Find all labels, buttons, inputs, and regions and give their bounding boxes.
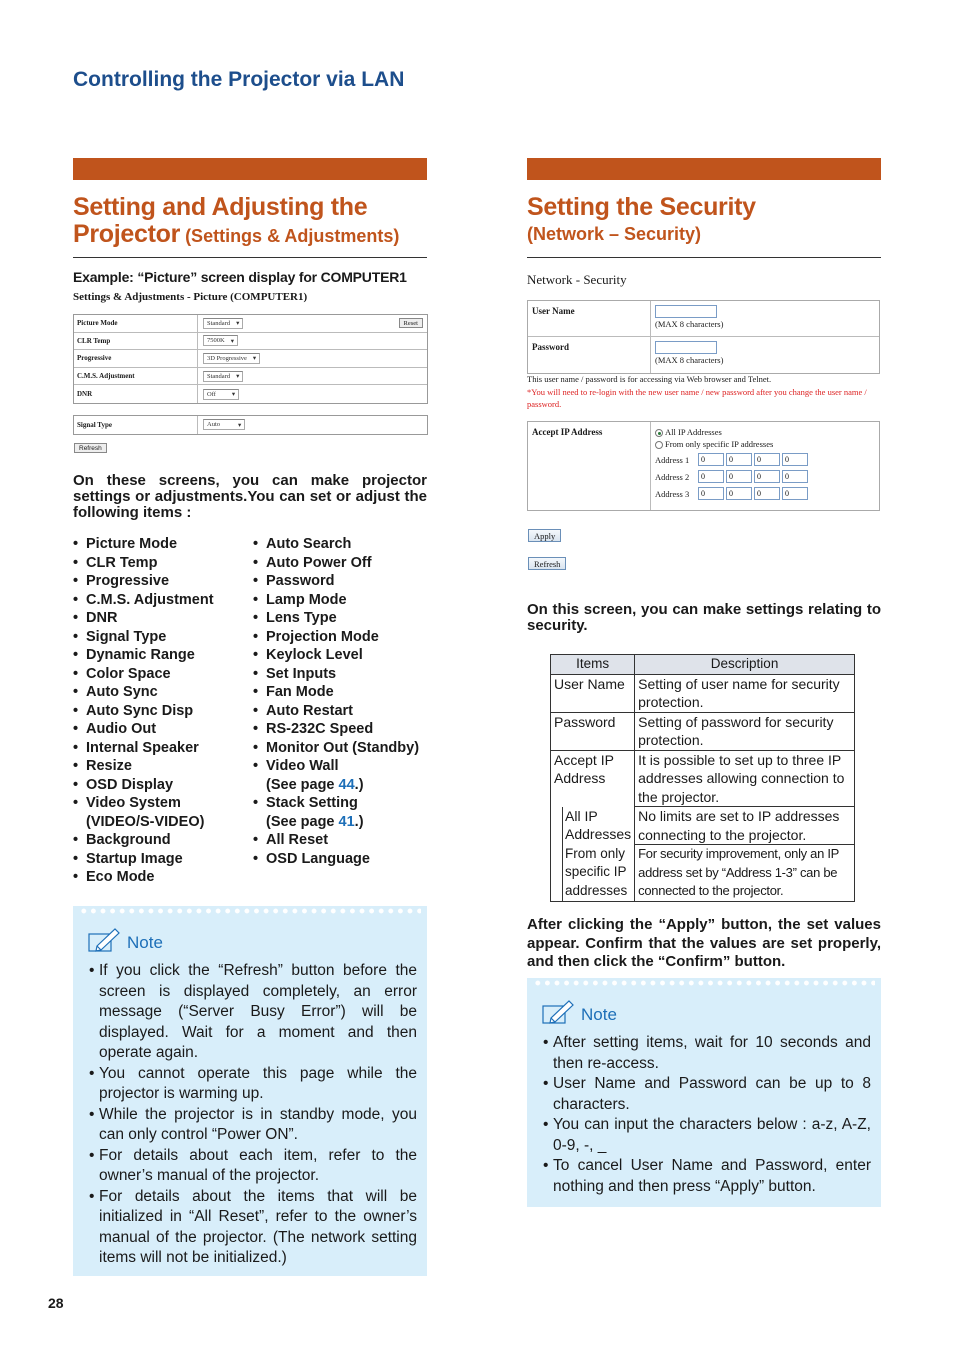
- ip-octet-input[interactable]: 0: [782, 453, 808, 466]
- title-subtitle: (Settings & Adjustments): [180, 225, 400, 246]
- header-description: Description: [635, 655, 855, 675]
- after-apply-text: After clicking the “Apply” button, the set values appear. Confirm that the values are set properly, and then click the “Confirm” button.: [527, 916, 881, 970]
- note-title: Note: [581, 1004, 617, 1024]
- address-row: Address 3 0 0 0 0: [655, 487, 875, 500]
- note-item: • To cancel User Name and Password, enter nothing and then press “Apply” button.: [541, 1156, 871, 1197]
- cell-desc: No limits are set to IP addresses connecting to the projector.: [635, 807, 855, 845]
- list-item: • Dynamic Range: [73, 646, 253, 665]
- address-row: Address 1 0 0 0 0: [655, 453, 875, 466]
- radio-specific-ip[interactable]: From only specific IP addresses: [655, 438, 875, 450]
- see-page-ref: (See page 41.): [266, 813, 364, 830]
- table-row: [551, 712, 855, 750]
- list-item: • Fan Mode: [253, 683, 433, 702]
- table-row: [551, 807, 855, 845]
- row-cms: [74, 368, 427, 386]
- list-item: • DNR: [73, 609, 253, 628]
- cell-item: Password: [551, 712, 635, 750]
- relogin-warning: *You will need to re-login with the new user name / new password after you change the user name / password.: [527, 387, 867, 409]
- list-item: • Password: [253, 572, 433, 591]
- row-clr-temp: [74, 333, 427, 351]
- ip-octet-input[interactable]: 0: [698, 470, 724, 483]
- note-item: • You can input the characters below : a-z, A-Z, 0-9, -, _: [541, 1115, 871, 1156]
- list-item: • C.M.S. Adjustment: [73, 591, 253, 610]
- list-item: • Auto Sync Disp: [73, 702, 253, 721]
- credentials-info: This user name / password is for accessing via Web browser and Telnet.: [527, 374, 772, 384]
- section-title-security: [527, 194, 887, 244]
- note-item: • For details about the items that will be initialized in “All Reset”, refer to the owner’s manual of the projector. (The network setting items will not be initialized.): [87, 1187, 417, 1269]
- radio-unselected-icon: [655, 441, 663, 449]
- radio-all-ip[interactable]: All IP Addresses: [655, 426, 875, 438]
- cell-desc: For security improvement, only an IP address set by “Address 1-3” can be connected to the projector.: [635, 845, 855, 902]
- list-item: • RS-232C Speed: [253, 720, 433, 739]
- ip-octet-input[interactable]: 0: [726, 470, 752, 483]
- list-item: • Startup Image: [73, 850, 253, 869]
- ip-octet-input[interactable]: 0: [782, 487, 808, 500]
- page-header: Controlling the Projector via LAN: [73, 68, 405, 91]
- radio-selected-icon: [655, 429, 663, 437]
- note-heading: [541, 998, 617, 1031]
- ip-octet-input[interactable]: 0: [726, 487, 752, 500]
- note-item: • After setting items, wait for 10 seconds and then re-access.: [541, 1033, 871, 1074]
- ip-octet-input[interactable]: 0: [754, 453, 780, 466]
- label-accept-ip: Accept IP Address: [528, 422, 651, 510]
- list-item: • Keylock Level: [253, 646, 433, 665]
- chevron-down-icon: ▾: [231, 391, 236, 399]
- note-list-left: [87, 961, 417, 1269]
- password-input[interactable]: [655, 341, 717, 354]
- note-box-right: [527, 978, 881, 1207]
- max-chars-hint: (MAX 8 characters): [655, 319, 724, 329]
- cell-item: Accept IP Address: [551, 750, 635, 807]
- refresh-button-security[interactable]: Refresh: [528, 557, 566, 570]
- cell-desc: Setting of user name for security protection.: [635, 674, 855, 712]
- label-password: Password: [528, 337, 651, 373]
- ip-octet-input[interactable]: 0: [782, 470, 808, 483]
- apply-button[interactable]: Apply: [528, 529, 561, 542]
- items-list-col1: [73, 535, 253, 887]
- list-item: • Set Inputs: [253, 665, 433, 684]
- list-item: • Lamp Mode: [253, 591, 433, 610]
- header-items: Items: [551, 655, 635, 675]
- section-bar-right: [527, 158, 881, 180]
- security-title: Setting the Security: [527, 193, 756, 221]
- clr-temp-select[interactable]: 7500K ▾: [203, 335, 238, 346]
- note-item: • User Name and Password can be up to 8 characters.: [541, 1074, 871, 1115]
- cell-desc: It is possible to set up to three IP addresses allowing connection to the projector.: [635, 750, 855, 807]
- user-name-input[interactable]: [655, 305, 717, 318]
- section-bar-left: [73, 158, 427, 180]
- chevron-down-icon: ▾: [252, 355, 257, 363]
- page-number: 28: [48, 1295, 64, 1311]
- ip-octet-input[interactable]: 0: [698, 487, 724, 500]
- security-items-table: [550, 654, 855, 902]
- screen-caption-security: Network - Security: [527, 272, 627, 287]
- note-pencil-icon: [87, 926, 123, 959]
- picture-settings-table: [73, 314, 428, 404]
- list-item: • Video System: [73, 794, 253, 813]
- signal-type-table: [73, 415, 428, 435]
- note-item: • While the projector is in standby mode, you can only control “Power ON”.: [87, 1105, 417, 1146]
- ip-octet-input[interactable]: 0: [726, 453, 752, 466]
- row-password: [528, 337, 879, 373]
- chevron-down-icon: ▾: [238, 421, 242, 429]
- list-item: • Lens Type: [253, 609, 433, 628]
- list-item: • CLR Temp: [73, 554, 253, 573]
- page-link-44[interactable]: 44: [338, 776, 355, 793]
- row-picture-mode: [74, 315, 427, 333]
- ip-octet-input[interactable]: 0: [698, 453, 724, 466]
- section-title-settings: [73, 194, 433, 247]
- list-item: • Auto Power Off: [253, 554, 433, 573]
- label-progressive: Progressive: [74, 350, 198, 367]
- list-item: • Auto Search: [253, 535, 433, 554]
- label-signal-type: Signal Type: [74, 416, 198, 434]
- cms-select[interactable]: Standard ▾: [203, 371, 243, 382]
- list-item: • Auto Sync: [73, 683, 253, 702]
- label-dnr: DNR: [74, 385, 198, 403]
- list-item: • Audio Out: [73, 720, 253, 739]
- progressive-select[interactable]: 3D Progressive ▾: [203, 353, 260, 364]
- list-item: • Monitor Out (Standby): [253, 739, 433, 758]
- list-item: • Eco Mode: [73, 868, 253, 887]
- label-cms: C.M.S. Adjustment: [74, 368, 198, 385]
- title-rule-left: [73, 257, 427, 258]
- ip-octet-input[interactable]: 0: [754, 470, 780, 483]
- intro-right: On this screen, you can make settings relating to security.: [527, 601, 881, 634]
- table-row: [551, 845, 855, 902]
- note-heading: [87, 926, 163, 959]
- chevron-down-icon: ▾: [236, 373, 240, 381]
- list-item: • Auto Restart: [253, 702, 433, 721]
- note-title: Note: [127, 932, 163, 952]
- list-item: • OSD Language: [253, 850, 433, 869]
- see-page-ref: (See page 44.): [266, 776, 364, 793]
- table-row: [551, 674, 855, 712]
- note-pencil-icon: [541, 998, 577, 1031]
- label-picture-mode: Picture Mode: [74, 315, 198, 332]
- title-rule-right: [527, 257, 881, 258]
- list-item-continuation: (VIDEO/S-VIDEO): [86, 813, 205, 830]
- title-line-2: Projector: [73, 219, 181, 248]
- list-item: • Color Space: [73, 665, 253, 684]
- picture-mode-select[interactable]: Standard ▾: [203, 318, 243, 329]
- cell-item: User Name: [551, 674, 635, 712]
- row-progressive: [74, 350, 427, 368]
- list-item: • Background: [73, 831, 253, 850]
- cell-item: From only specific IP addresses: [551, 845, 635, 902]
- title-line-1: Setting and Adjusting the: [73, 193, 368, 221]
- list-item: • OSD Display: [73, 776, 253, 795]
- list-item: • Resize: [73, 757, 253, 776]
- example-heading: Example: “Picture” screen display for COMPUTER1: [73, 269, 407, 285]
- row-signal-type: [74, 416, 427, 434]
- row-user-name: [528, 301, 879, 337]
- list-item: • Stack Setting: [253, 794, 433, 813]
- intro-left: On these screens, you can make projector settings or adjustments.You can set or adjust the following items :: [73, 472, 427, 521]
- note-item: • You cannot operate this page while the projector is warming up.: [87, 1064, 417, 1105]
- signal-type-select[interactable]: Auto ▾: [203, 419, 245, 430]
- note-item: • For details about each item, refer to the owner’s manual of the projector.: [87, 1146, 417, 1187]
- cell-item: All IP Addresses: [551, 807, 635, 845]
- label-user-name: User Name: [528, 301, 651, 336]
- items-list-col2: [253, 535, 433, 868]
- note-box-left: [73, 906, 427, 1276]
- screen-caption-picture: Settings & Adjustments - Picture (COMPUTER1): [73, 291, 308, 303]
- address-row: Address 2 0 0 0 0: [655, 470, 875, 483]
- note-item: • If you click the “Refresh” button before the screen is displayed completely, an error message (“Server Busy Error”) will be displayed. Wait for a moment and then operate again.: [87, 961, 417, 1064]
- credentials-form: [527, 300, 880, 374]
- security-subtitle: (Network – Security): [527, 223, 702, 244]
- max-chars-hint: (MAX 8 characters): [655, 355, 724, 365]
- page-link-41[interactable]: 41: [338, 813, 355, 830]
- list-item: • Signal Type: [73, 628, 253, 647]
- accept-ip-form: [527, 421, 880, 511]
- list-item: • Progressive: [73, 572, 253, 591]
- ip-octet-input[interactable]: 0: [754, 487, 780, 500]
- list-item: • Internal Speaker: [73, 739, 253, 758]
- row-accept-ip: [528, 422, 879, 510]
- list-item: • Video Wall: [253, 757, 433, 776]
- list-item: • All Reset: [253, 831, 433, 850]
- table-row: [551, 750, 855, 807]
- cell-desc: Setting of password for security protection.: [635, 712, 855, 750]
- dnr-select[interactable]: Off ▾: [203, 389, 239, 400]
- row-dnr: [74, 385, 427, 403]
- refresh-button-picture[interactable]: Refresh: [74, 443, 107, 453]
- note-list-right: [541, 1033, 871, 1197]
- reset-button[interactable]: Reset: [399, 318, 423, 328]
- label-clr-temp: CLR Temp: [74, 333, 198, 350]
- chevron-down-icon: ▾: [236, 320, 240, 328]
- list-item: • Picture Mode: [73, 535, 253, 554]
- list-item: • Projection Mode: [253, 628, 433, 647]
- chevron-down-icon: ▾: [230, 337, 234, 345]
